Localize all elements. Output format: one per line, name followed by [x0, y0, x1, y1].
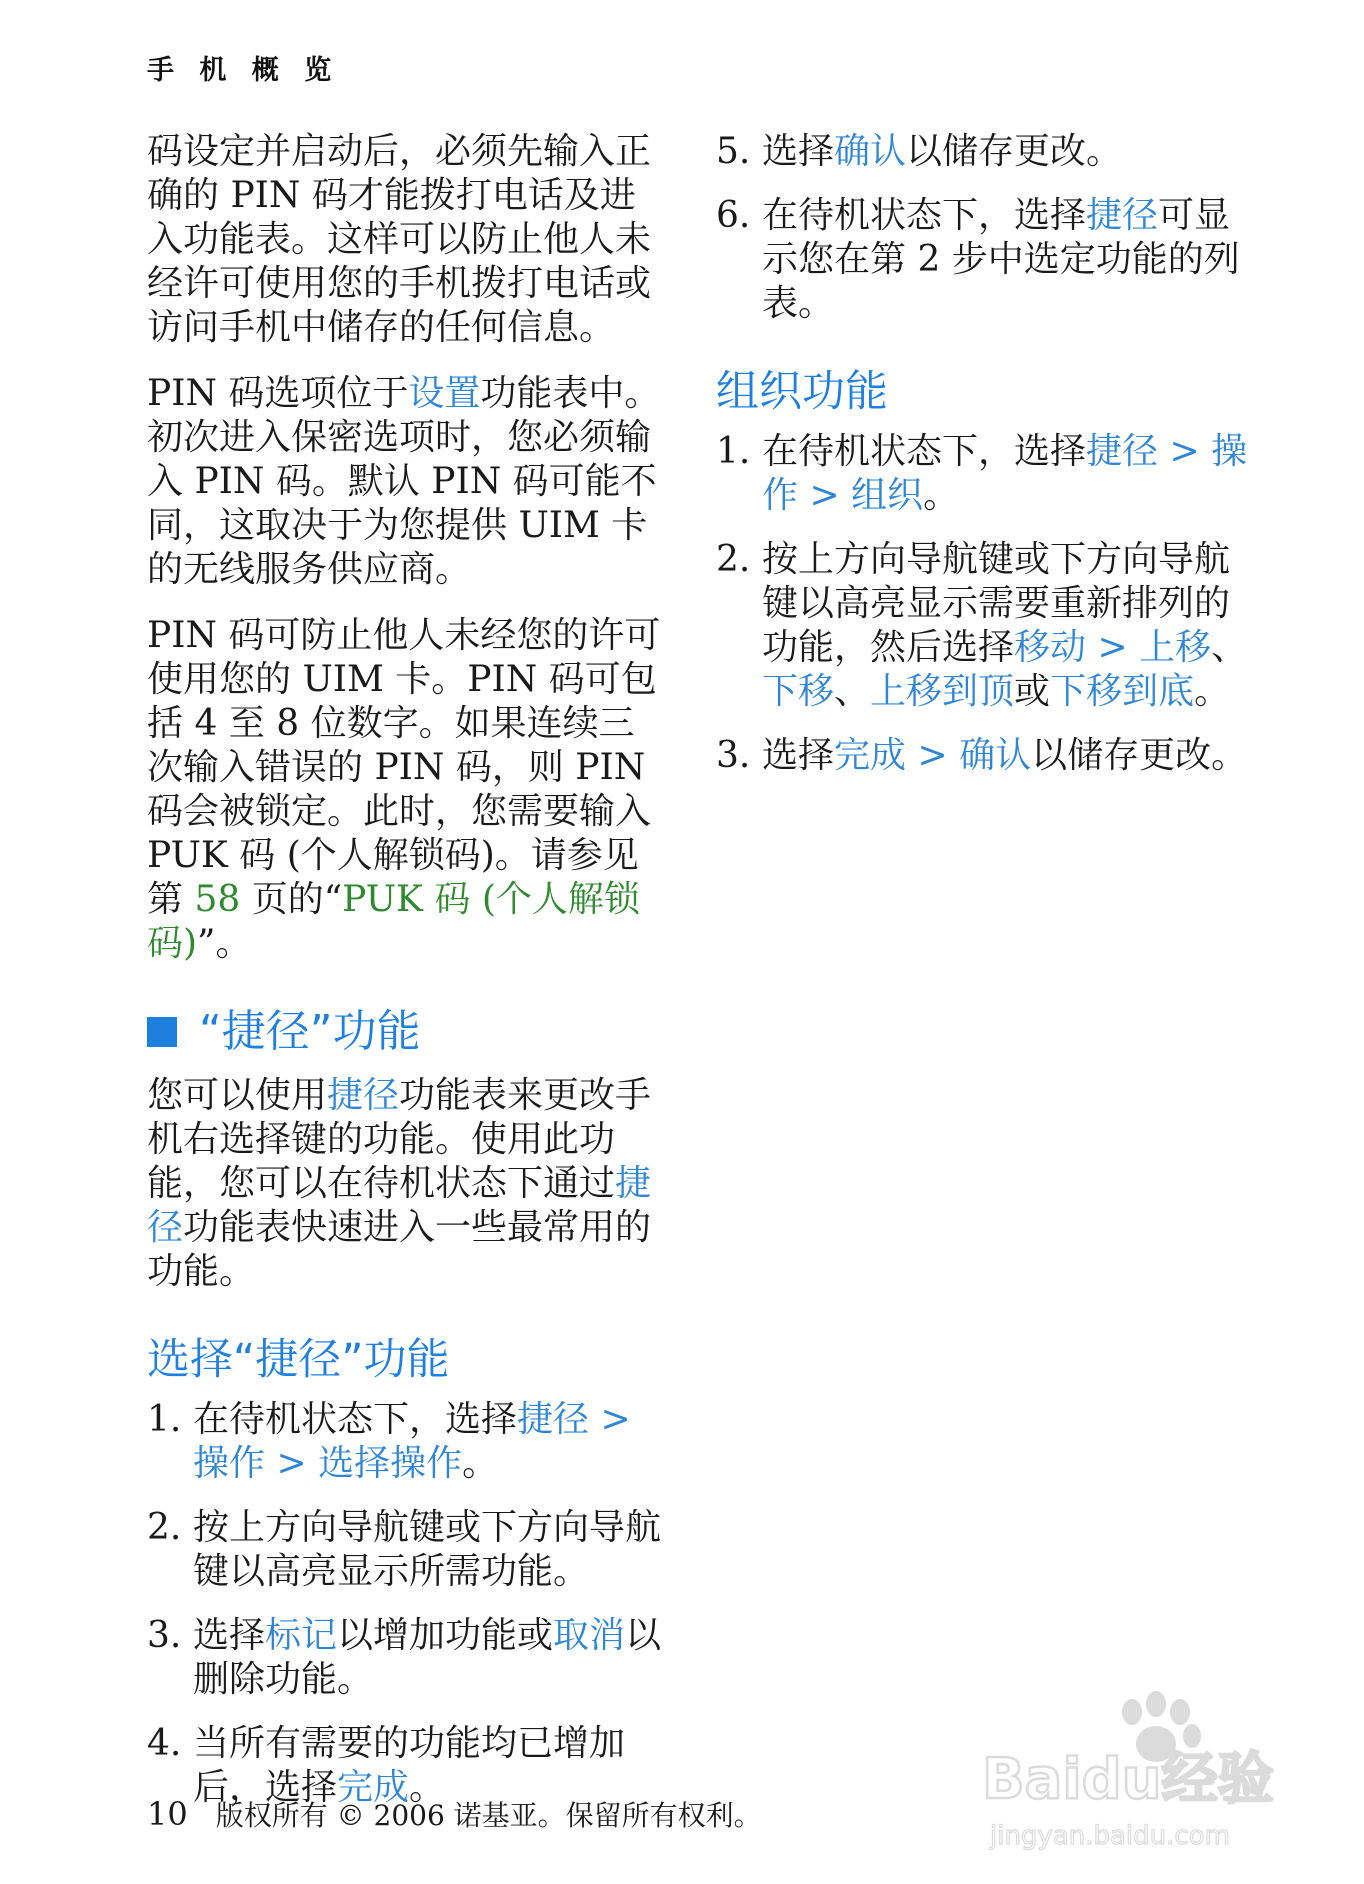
text: 在待机状态下，选择	[193, 1399, 518, 1440]
menu-link-shortcuts: 捷径	[1086, 195, 1159, 236]
menu-link-confirm: 确认	[834, 131, 907, 172]
paragraph-pin-intro: 码设定并启动后，必须先输入正确的 PIN 码才能拨打电话及进入功能表。这样可以防止他人未经许可使用您的手机拨打电话或访问手机中储存的任何信息。	[147, 131, 652, 348]
running-header: 手 机 概 览	[147, 55, 340, 86]
page-footer	[147, 1794, 762, 1834]
list-item	[716, 194, 1256, 326]
list-item	[716, 734, 1256, 778]
page-number: 10	[147, 1795, 188, 1833]
left-column	[147, 130, 667, 1830]
text: 以增加功能或	[337, 1615, 554, 1656]
separator: >	[798, 475, 852, 516]
menu-link-move-to-bottom: 下移到底	[1050, 671, 1195, 712]
subheading-organize: 组织功能	[716, 367, 888, 417]
menu-link-shortcuts: 捷径	[327, 1075, 400, 1116]
menu-link-move-down: 下移	[762, 671, 835, 712]
text: 功能表快速进入一些最常用的功能。	[147, 1207, 652, 1292]
menu-link-operations: 操作	[762, 431, 1248, 516]
text: 在待机状态下，选择	[762, 431, 1087, 472]
menu-link-select-operations: 选择操作	[318, 1443, 463, 1484]
menu-link-move-to-top: 上移到顶	[870, 671, 1015, 712]
text: 以储存更改。	[1031, 735, 1248, 776]
menu-link-move-up: 上移	[1139, 627, 1212, 668]
right-column	[716, 130, 1256, 798]
text: 您可以使用	[147, 1075, 328, 1116]
text: PIN 码可防止他人未经您的许可使用您的 UIM 卡。PIN 码可包括 4 至 8 位数字。如果连续三次输入错误的 PIN 码，则 PIN 码会被锁定。此时，您需要输入 PUK 码 (个人解锁码)。请参见第	[147, 615, 661, 920]
text: 。	[1194, 671, 1231, 712]
text: 当所有需要的功能均已增加后，选择	[193, 1723, 626, 1808]
text: 按上方向导航键或下方向导航键以高亮显示需要重新排列的功能，然后选择	[762, 539, 1231, 668]
text: 选择	[762, 131, 835, 172]
text: 、	[834, 671, 871, 712]
paragraph-pin-location	[147, 372, 667, 592]
steps-organize	[716, 430, 1256, 778]
square-bullet-icon	[147, 1017, 177, 1047]
menu-link-done: 完成	[337, 1767, 410, 1808]
watermark-url: jingyan.baidu.com	[990, 1821, 1230, 1851]
list-item	[147, 1506, 667, 1594]
cross-reference-puk[interactable]: PUK 码 (个人解锁码)	[147, 879, 640, 964]
page-reference[interactable]: 58	[194, 879, 241, 920]
text: 或	[1014, 671, 1051, 712]
menu-link-confirm: 确认	[959, 735, 1032, 776]
step-number: 2.	[716, 539, 751, 580]
separator: >	[589, 1399, 631, 1440]
baidu-jingyan-watermark	[980, 1686, 1300, 1856]
menu-link-organize: 组织	[851, 475, 924, 516]
menu-link-operations: 操作	[193, 1443, 266, 1484]
step-number: 3.	[147, 1615, 182, 1656]
text: 。	[923, 475, 960, 516]
section-heading-text: “捷径”功能	[199, 1006, 421, 1057]
text: 按上方向导航键或下方向导航键以高亮显示所需功能。	[193, 1507, 662, 1592]
watermark-brand: Baidu经验	[982, 1747, 1274, 1812]
step-number: 1.	[147, 1399, 182, 1440]
list-item	[147, 1614, 667, 1702]
section-heading-shortcuts	[147, 1006, 667, 1058]
text: ”。	[197, 923, 252, 964]
paragraph-shortcuts-intro	[147, 1074, 667, 1294]
step-number: 6.	[716, 195, 751, 236]
separator: >	[1086, 627, 1140, 668]
menu-link-settings: 设置	[408, 373, 481, 414]
step-number: 5.	[716, 131, 751, 172]
menu-link-mark: 标记	[265, 1615, 338, 1656]
copyright-notice: 版权所有 © 2006 诺基亚。保留所有权利。	[215, 1799, 762, 1832]
separator: >	[265, 1443, 319, 1484]
text: 在待机状态下，选择	[762, 195, 1087, 236]
subheading-select-shortcuts: 选择“捷径”功能	[147, 1335, 450, 1385]
step-number: 3.	[716, 735, 751, 776]
text: 选择	[762, 735, 835, 776]
steps-select-shortcuts-continued	[716, 130, 1256, 326]
text: 功能表中。初次进入保密选项时，您必须输入 PIN 码。默认 PIN 码可能不同，这取决于为您提供 UIM 卡的无线服务供应商。	[147, 373, 661, 590]
menu-link-shortcuts: 捷径	[147, 1163, 652, 1248]
list-item	[716, 430, 1256, 518]
step-number: 2.	[147, 1507, 182, 1548]
step-number: 1.	[716, 431, 751, 472]
menu-link-cancel: 取消	[553, 1615, 626, 1656]
text: 选择	[193, 1615, 266, 1656]
menu-link-done: 完成	[834, 735, 907, 776]
menu-link-shortcuts: 捷径	[517, 1399, 590, 1440]
list-item	[716, 130, 1256, 174]
text: 、	[1211, 627, 1248, 668]
paragraph-pin-lock	[147, 614, 667, 966]
text: 。	[462, 1443, 499, 1484]
menu-link-shortcuts: 捷径	[1086, 431, 1159, 472]
list-item	[147, 1398, 667, 1486]
text: 页的“	[240, 879, 343, 920]
list-item	[716, 538, 1256, 714]
text: 以储存更改。	[906, 131, 1123, 172]
steps-select-shortcuts	[147, 1398, 667, 1810]
separator: >	[906, 735, 960, 776]
text: 功能表来更改手机右选择键的功能。使用此功能，您可以在待机状态下通过	[147, 1075, 652, 1204]
text: 。	[409, 1767, 446, 1808]
step-number: 4.	[147, 1723, 182, 1764]
text: 以删除功能。	[193, 1615, 662, 1700]
text: 可显示您在第 2 步中选定功能的列表。	[762, 195, 1240, 324]
menu-link-move: 移动	[1014, 627, 1087, 668]
separator: >	[1158, 431, 1212, 472]
text: PIN 码选项位于	[147, 373, 409, 414]
